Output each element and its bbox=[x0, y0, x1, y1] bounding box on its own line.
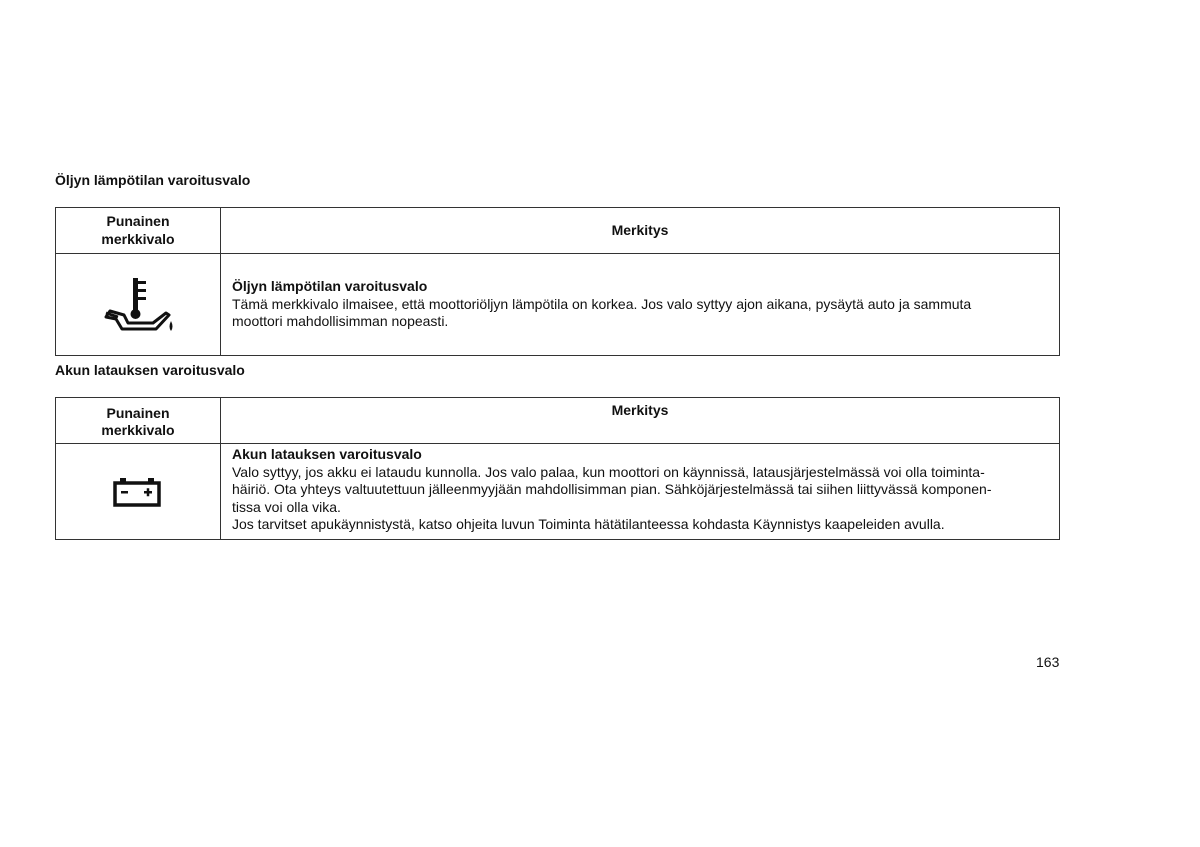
indicator-cell bbox=[56, 444, 221, 540]
meaning-cell bbox=[221, 444, 1060, 540]
row-title: Akun latauksen varoitusvalo bbox=[232, 446, 422, 462]
column-header-indicator: Punainen merkkivalo bbox=[56, 208, 221, 254]
column-header-indicator: Punainen merkkivalo bbox=[56, 398, 221, 444]
section-heading-battery-charge: Akun latauksen varoitusvalo bbox=[55, 362, 245, 378]
column-header-meaning: Merkitys bbox=[221, 208, 1060, 254]
oil-temperature-table bbox=[55, 207, 1060, 356]
row-description: Tämä merkkivalo ilmaisee, että moottoriöljyn lämpötila on korkea. Jos valo syttyy ajon aikana, pysäytä auto ja sammuta moottori mahdollisimman nopeasti. bbox=[232, 295, 972, 330]
indicator-cell bbox=[56, 254, 221, 356]
battery-charge-table bbox=[55, 397, 1060, 540]
battery-icon bbox=[108, 482, 168, 498]
table-header-row bbox=[56, 208, 1060, 254]
oil-temperature-icon bbox=[98, 295, 178, 311]
table-row bbox=[56, 444, 1060, 540]
table-row bbox=[56, 254, 1060, 356]
table-header-row bbox=[56, 398, 1060, 444]
column-header-meaning: Merkitys bbox=[221, 398, 1060, 444]
section-heading-oil-temperature: Öljyn lämpötilan varoitusvalo bbox=[55, 172, 251, 188]
row-description: Valo syttyy, jos akku ei lataudu kunnolla. Jos valo palaa, kun moottori on käynnissä, latausjärjestelmässä voi olla toiminta- häiriö. Ota yhteys valtuutettuun jälleenmyyjään mahdollisimman pian. Sähköjärjestelmässä tai siihen liittyvässä komponen- tissa voi olla vika. Jos tarvitset apukäynnistystä, katso ohjeita luvun Toiminta hätätilanteessa kohdasta Käynnistys kaapeleiden avulla. bbox=[232, 463, 992, 532]
row-title: Öljyn lämpötilan varoitusvalo bbox=[232, 278, 428, 295]
meaning-cell bbox=[221, 254, 1060, 356]
page-number: 163 bbox=[1036, 654, 1060, 670]
